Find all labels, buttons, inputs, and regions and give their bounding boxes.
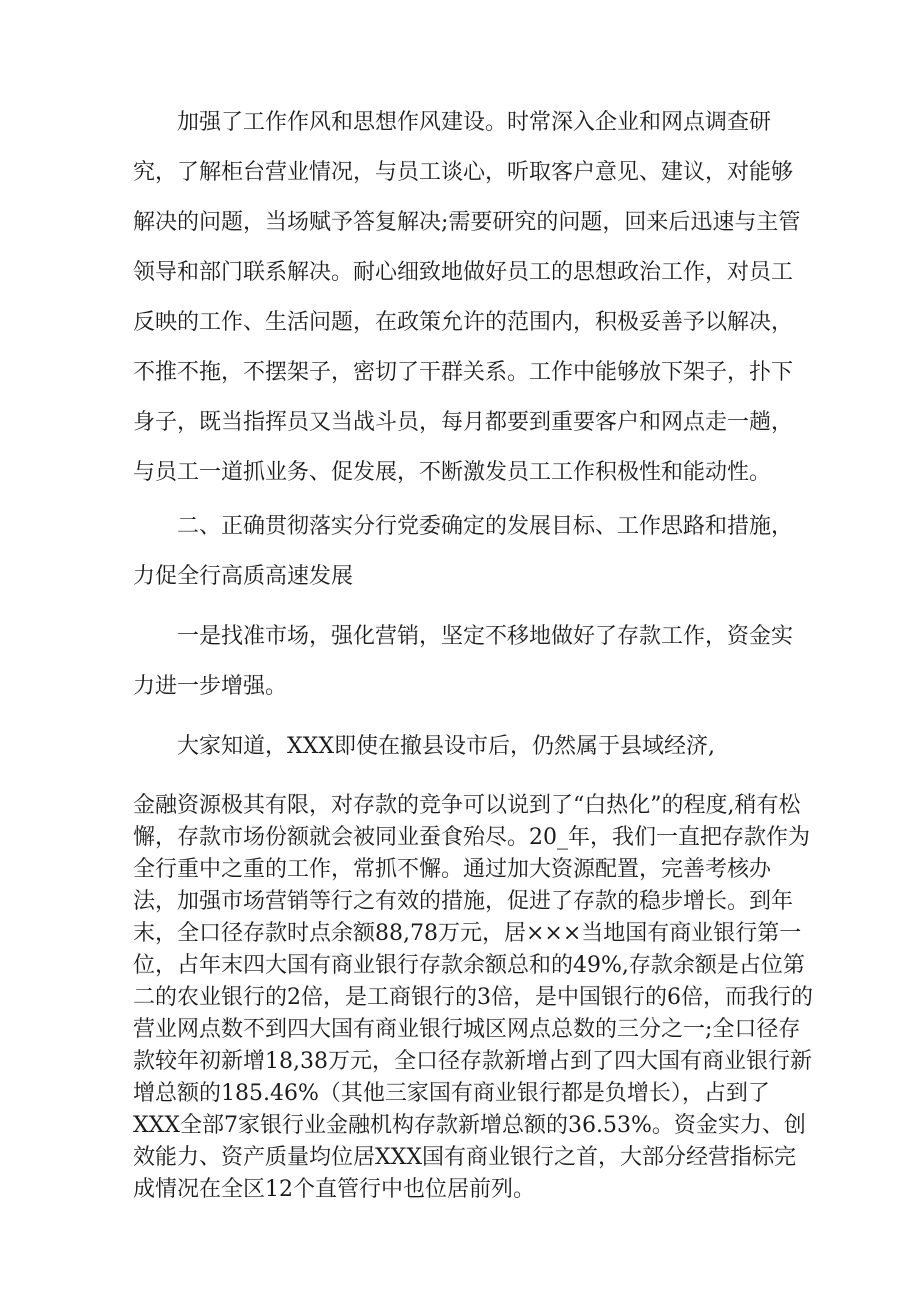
paragraph-text: 金融资源极其有限，对存款的竞争可以说到了“白热化”的程度,稍有松懈，存款市场份额就会被同业蚕食殆尽。20_年，我们一直把存款作为全行重中之重的工作，常抓不懈。通过加大资源配置，完善考核办法，加强市场营销等行之有效的措施，促进了存款的稳步增长。到年末，全口径存款时点余额88,78万元，居×××当地国有商业银行第一位，占年末四大国有商业银行存款余额总和的49%,存款余额是占位第二的农业银行的2倍，是工商银行的3倍，是中国银行的6倍，而我行的营业网点数不到四大国有商业银行城区网点总数的三分之一;全口径存款较年初新增18,38万元，全口径存款新增占到了四大国有商业银行新增总额的185.46%（其他三家国有商业银行都是负增长），占到了XXX全部7家银行业金融机构存款新增总额的36.53%。资金实力、创效能力、资产质量均位居XXX国有商业银行之首，大部分经营指标完成情况在全区12个直管行中也位居前列。 — [133, 793, 813, 1202]
paragraph-deposit-details — [133, 790, 813, 1206]
paragraph-text: 加强了工作作风和思想作风建设。时常深入企业和网点调查研究，了解柜台营业情况，与员工谈心，听取客户意见、建议，对能够解决的问题，当场赋予答复解决;需要研究的问题，回来后迅速与主管领导和部门联系解决。耐心细致地做好员工的思想政治工作，对员工反映的工作、生活问题，在政策允许的范围内，积极妥善予以解决，不推不拖，不摆架子，密切了干群关系。工作中能够放下架子，扑下身子，既当指挥员又当战斗员，每月都要到重要客户和网点走一趟，与员工一道抓业务、促发展，不断激发员工工作积极性和能动性。 — [133, 110, 801, 485]
paragraph-text: 大家知道，XXX即使在撤县设市后，仍然属于县域经济, — [177, 734, 715, 759]
section-heading-two — [133, 502, 813, 602]
heading-text: 二、正确贯彻落实分行党委确定的发展目标、工作思路和措施，力促全行高质高速发展 — [133, 514, 794, 589]
paragraph-county-economy — [133, 722, 813, 772]
paragraph-deposit-intro — [133, 612, 813, 712]
paragraph-text: 一是找准市场，强化营销，坚定不移地做好了存款工作，资金实力进一步增强。 — [133, 624, 794, 699]
paragraph-work-style — [133, 98, 813, 498]
